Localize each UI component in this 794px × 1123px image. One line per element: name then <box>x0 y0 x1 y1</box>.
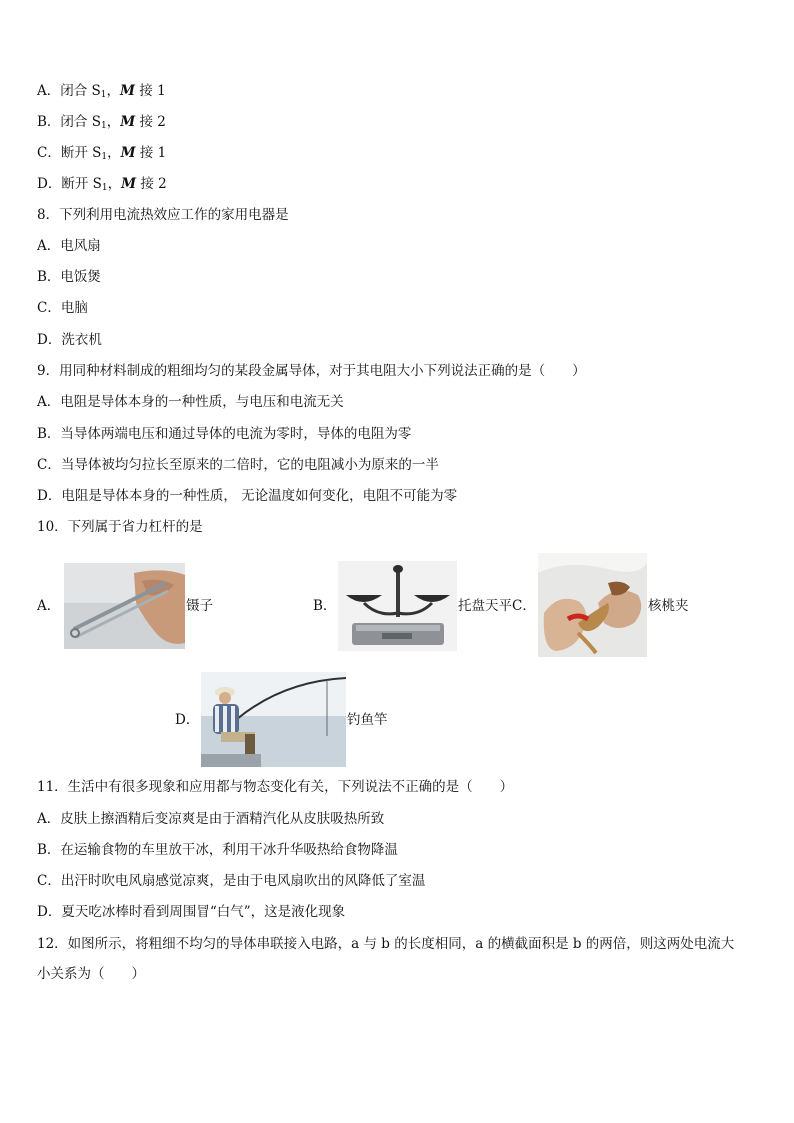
q11-option-b: B．在运输食物的车里放干冰，利用干冰升华吸热给食物降温 <box>37 842 398 858</box>
tweezers-image <box>64 563 185 649</box>
separator: ， <box>107 145 121 161</box>
q9-option-a: A．电阻是导体本身的一种性质，与电压和电流无关 <box>37 394 344 410</box>
option-rest: 接 2 <box>136 176 167 192</box>
q10-option-a-letter: A． <box>37 598 61 614</box>
option-rest: 接 1 <box>135 145 167 161</box>
variable-m: M <box>120 83 135 99</box>
option-letter: C． <box>37 145 61 161</box>
option-rest: 接 2 <box>135 114 166 130</box>
q9-option-c: C．当导体被均匀拉长至原来的二倍时，它的电阻减小为原来的一半 <box>37 457 439 473</box>
variable-m: M <box>120 145 136 161</box>
separator: ， <box>106 114 121 130</box>
q8-option-c: C．电脑 <box>37 300 88 316</box>
option-letter: D． <box>37 176 62 192</box>
q8-option-d: D．洗衣机 <box>37 332 102 348</box>
q10-option-b-letter: B． <box>313 598 337 614</box>
subscript: 1 <box>101 152 108 162</box>
q7-option-c <box>37 144 166 166</box>
q8-stem: 8．下列利用电流热效应工作的家用电器是 <box>37 207 289 223</box>
nutcracker-image <box>538 553 647 657</box>
q7-option-d <box>37 175 167 197</box>
q12-stem-line1: 12．如图所示，将粗细不均匀的导体串联接入电路，a 与 b 的长度相同，a 的横截面积是 b 的两倍，则这两处电流大 <box>37 936 735 952</box>
q9-option-d: D．电阻是导体本身的一种性质， 无论温度如何变化，电阻不可能为零 <box>37 488 458 504</box>
variable-m: M <box>120 114 136 130</box>
q11-option-d: D．夏天吃冰棒时看到周围冒“白气”，这是液化现象 <box>37 904 346 920</box>
separator: ， <box>107 176 122 192</box>
q7-option-a <box>37 82 166 104</box>
subscript: 1 <box>100 121 107 131</box>
q10-stem: 10．下列属于省力杠杆的是 <box>37 519 203 535</box>
q11-option-a: A．皮肤上擦酒精后变凉爽是由于酒精汽化从皮肤吸热所致 <box>37 811 385 827</box>
q12-stem-line2: 小关系为（ ） <box>37 966 145 982</box>
q10-option-a-label: 镊子 <box>186 598 213 614</box>
q7-option-b <box>37 113 166 135</box>
option-text: 断开 S <box>61 176 102 192</box>
q10-option-d-letter: D． <box>175 712 200 728</box>
balance-scale-image <box>338 561 457 651</box>
variable-m: M <box>121 176 137 192</box>
option-rest: 接 1 <box>134 83 166 99</box>
q9-stem: 9．用同种材料制成的粗细均匀的某段金属导体，对于其电阻大小下列说法正确的是（ ） <box>37 363 586 379</box>
q10-option-d-label: 钓鱼竿 <box>347 712 388 728</box>
fishing-rod-image <box>201 672 346 767</box>
separator: ， <box>106 83 121 99</box>
q11-option-c: C．出汗时吹电风扇感觉凉爽，是由于电风扇吹出的风降低了室温 <box>37 873 426 889</box>
q9-option-b: B．当导体两端电压和通过导体的电流为零时，导体的电阻为零 <box>37 426 412 442</box>
subscript: 1 <box>100 90 107 100</box>
q10-option-c-label: 核桃夹 <box>648 598 689 614</box>
q8-option-b: B．电饭煲 <box>37 269 101 285</box>
option-letter: B． <box>37 114 61 130</box>
option-text: 断开 S <box>60 145 102 161</box>
option-text: 闭合 S <box>60 83 101 99</box>
option-text: 闭合 S <box>60 114 101 130</box>
q11-stem: 11．生活中有很多现象和应用都与物态变化有关，下列说法不正确的是（ ） <box>37 779 514 795</box>
option-letter: A． <box>37 83 61 99</box>
q10-option-b-label: 托盘天平C． <box>458 598 536 614</box>
q8-option-a: A．电风扇 <box>37 238 101 254</box>
subscript: 1 <box>101 183 108 193</box>
